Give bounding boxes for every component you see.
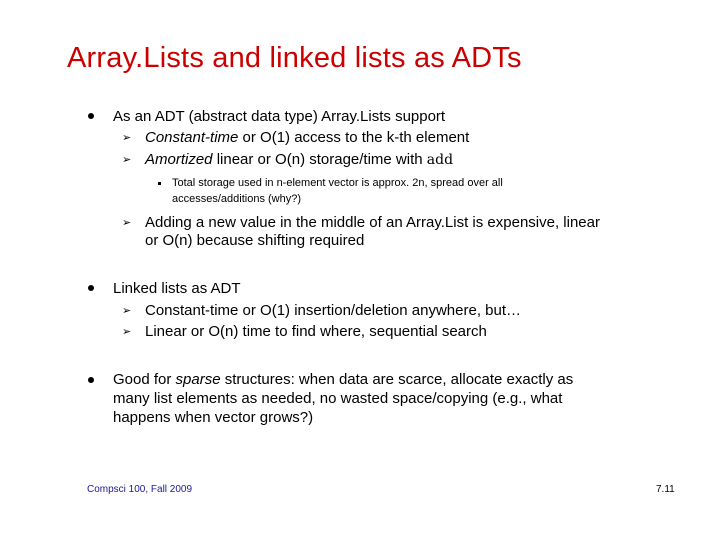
body-text: Good for <box>113 371 176 388</box>
emphasis-text: Constant-time <box>145 129 239 146</box>
bullet-icon <box>88 377 94 383</box>
bullet-3-line-1 <box>113 370 573 389</box>
arrow-bullet-icon: ➢ <box>122 153 132 166</box>
sub-text: or O(1) access to the k-th element <box>238 129 470 146</box>
bullet-1-text: As an ADT (abstract data type) Array.Lists support <box>113 108 446 125</box>
bullet-1-note-line-1: Total storage used in n-element vector is approx. 2n, spread over all <box>172 177 503 189</box>
bullet-1-sub-3-line-2: or O(n) because shifting required <box>145 232 365 249</box>
arrow-bullet-icon: ➢ <box>122 325 132 338</box>
footer-slide-number: 7.11 <box>656 484 675 495</box>
bullet-2-text: Linked lists as ADT <box>113 280 241 297</box>
bullet-3-line-2: many list elements as needed, no wasted space/copying (e.g., what <box>113 390 563 407</box>
bullet-1-sub-2 <box>145 150 453 170</box>
body-text: structures: when data are scarce, allocate exactly as <box>220 371 574 388</box>
emphasis-text: sparse <box>175 371 221 388</box>
slide-title: Array.Lists and linked lists as ADTs <box>67 42 522 74</box>
sub-text: linear or O(n) storage/time with <box>212 151 427 168</box>
bullet-3-line-3: happens when vector grows?) <box>113 409 314 426</box>
footer-course: Compsci 100, Fall 2009 <box>87 484 193 495</box>
bullet-icon <box>88 113 94 119</box>
bullet-icon <box>88 285 94 291</box>
bullet-2-sub-1: Constant-time or O(1) insertion/deletion anywhere, but… <box>145 302 522 319</box>
bullet-2-sub-2: Linear or O(n) time to find where, sequential search <box>145 323 487 340</box>
bullet-1-note-line-2: accesses/additions (why?) <box>172 193 302 205</box>
arrow-bullet-icon: ➢ <box>122 304 132 317</box>
code-text: add <box>426 152 454 168</box>
bullet-1-sub-1 <box>145 128 469 147</box>
arrow-bullet-icon: ➢ <box>122 216 132 229</box>
square-bullet-icon <box>158 182 161 185</box>
emphasis-text: Amortized <box>145 151 213 168</box>
arrow-bullet-icon: ➢ <box>122 131 132 144</box>
bullet-1-sub-3-line-1: Adding a new value in the middle of an Array.List is expensive, linear <box>145 214 600 231</box>
